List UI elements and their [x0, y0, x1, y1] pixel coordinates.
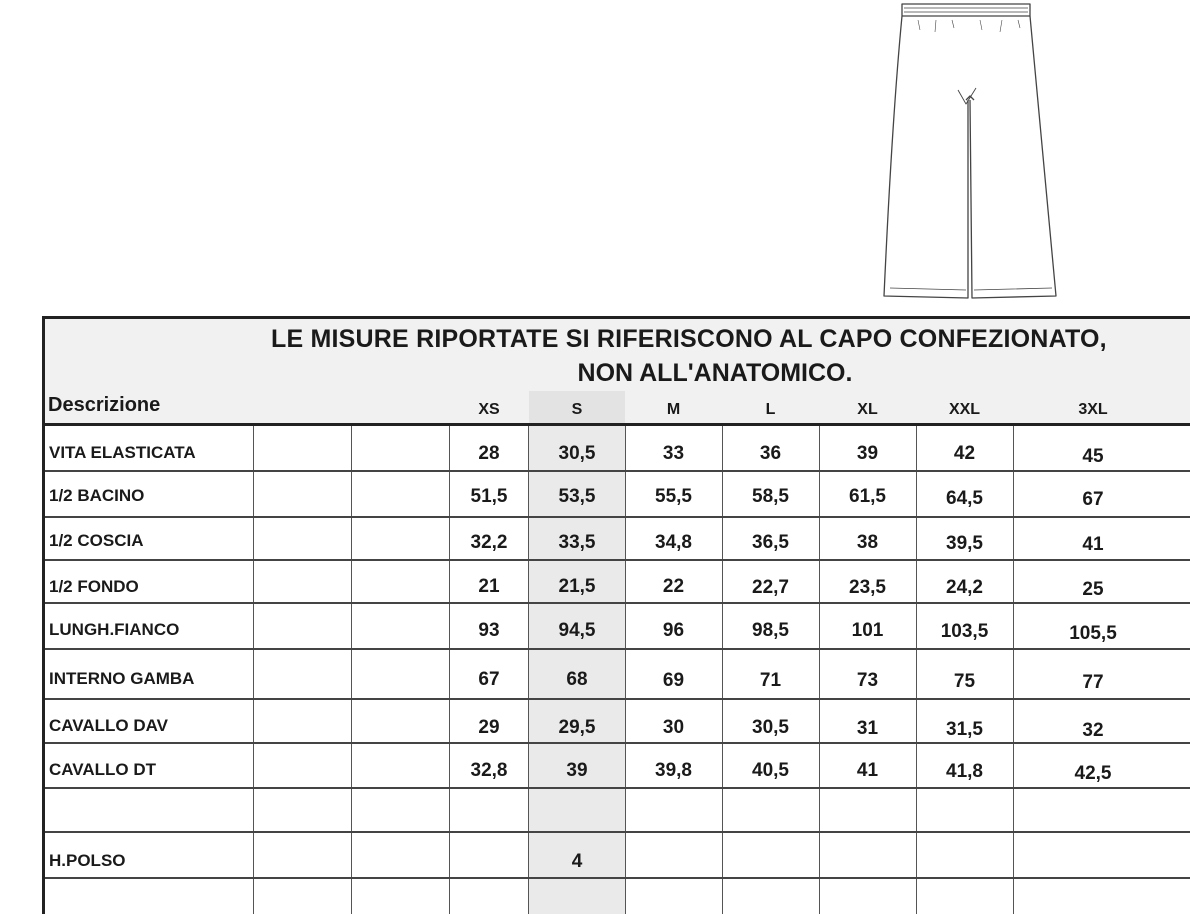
cell-l: 22,7: [752, 577, 789, 598]
measurement-table: [42, 316, 1190, 914]
cell-3xl: 42,5: [1074, 763, 1112, 784]
header-size-xl: XL: [857, 401, 878, 418]
title-line-2: NON ALL'ANATOMICO.: [577, 359, 853, 387]
cell-3xl: 105,5: [1069, 623, 1117, 644]
cell-l: 58,5: [752, 486, 789, 507]
cell-s: 29,5: [558, 717, 596, 738]
title-line-1: LE MISURE RIPORTATE SI RIFERISCONO AL CAPO CONFEZIONATO,: [271, 325, 1107, 353]
header-size-xxl: XXL: [948, 401, 981, 418]
cell-xs: 32,2: [470, 532, 508, 553]
table-row: [45, 700, 1190, 742]
table-row: [45, 561, 1190, 602]
cell-s: 33,5: [558, 532, 596, 553]
table-row: [45, 604, 1190, 648]
table-row: [45, 879, 1190, 914]
cell-s: 94,5: [558, 620, 596, 641]
table-row: [45, 833, 1190, 877]
header-size-m: M: [666, 401, 681, 418]
header-size-s: S: [529, 391, 625, 423]
cell-xl: 41: [856, 760, 879, 781]
cell-xs: 21: [478, 576, 500, 597]
cell-xxl: 31,5: [946, 719, 983, 740]
row-label: 1/2 COSCIA: [49, 531, 144, 550]
cell-xs: 29: [478, 717, 500, 738]
row-label: 1/2 BACINO: [49, 486, 145, 505]
cell-s: 68: [566, 669, 588, 690]
cell-xxl: 75: [953, 671, 976, 692]
table-row: [45, 744, 1190, 787]
row-label: CAVALLO DAV: [49, 716, 168, 735]
cell-xxl: 41,8: [946, 761, 983, 782]
row-label: CAVALLO DT: [49, 760, 157, 779]
row-label: VITA ELASTICATA: [49, 443, 196, 462]
cell-l: 71: [759, 670, 782, 691]
cell-xl: 31: [856, 718, 879, 739]
cell-s: 4: [571, 851, 583, 872]
cell-s: 53,5: [558, 486, 596, 507]
row-label: LUNGH.FIANCO: [49, 620, 180, 639]
row-label: 1/2 FONDO: [49, 577, 139, 596]
cell-3xl: 41: [1082, 534, 1104, 555]
cell-xxl: 103,5: [940, 621, 989, 642]
cell-xl: 38: [856, 532, 879, 553]
cell-3xl: 32: [1082, 720, 1104, 741]
cell-m: 69: [662, 670, 685, 691]
cell-xl: 61,5: [849, 486, 886, 507]
cell-xs: 67: [478, 669, 500, 690]
cell-l: 40,5: [752, 760, 789, 781]
cell-xs: 28: [478, 443, 500, 464]
cell-xs: 51,5: [470, 486, 508, 507]
cell-xxl: 39,5: [946, 533, 983, 554]
cell-xxl: 24,2: [946, 577, 983, 598]
table-row: [45, 650, 1190, 698]
header-size-l: L: [765, 401, 776, 418]
cell-m: 30: [662, 717, 685, 738]
cell-3xl: 77: [1082, 672, 1104, 693]
trousers-sketch: [872, 0, 1068, 306]
cell-m: 39,8: [655, 760, 692, 781]
table-row: [45, 789, 1190, 831]
cell-xl: 101: [851, 620, 884, 641]
cell-xl: 73: [856, 670, 879, 691]
cell-xl: 39: [856, 443, 879, 464]
cell-m: 22: [662, 576, 685, 597]
cell-l: 30,5: [752, 717, 789, 738]
table-row: [45, 426, 1190, 470]
header-row: [45, 391, 1190, 423]
table-row: [45, 472, 1190, 516]
cell-3xl: 25: [1082, 579, 1104, 600]
table-row: [45, 518, 1190, 559]
row-label: INTERNO GAMBA: [49, 669, 195, 688]
cell-3xl: 45: [1082, 446, 1104, 467]
cell-3xl: 67: [1082, 489, 1104, 510]
header-descrizione: Descrizione: [48, 394, 161, 416]
header-size-3xl: 3XL: [1078, 401, 1108, 418]
cell-s: 39: [566, 760, 588, 781]
header-size-xs: XS: [478, 401, 500, 418]
cell-m: 33: [662, 443, 685, 464]
row-label: H.POLSO: [49, 851, 126, 870]
cell-l: 36,5: [752, 532, 789, 553]
cell-m: 55,5: [655, 486, 692, 507]
cell-xs: 93: [478, 620, 500, 641]
cell-l: 36: [759, 443, 782, 464]
cell-s: 30,5: [558, 443, 596, 464]
cell-l: 98,5: [752, 620, 789, 641]
cell-s: 21,5: [558, 576, 596, 597]
cell-m: 96: [662, 620, 685, 641]
cell-m: 34,8: [655, 532, 692, 553]
cell-xs: 32,8: [470, 760, 508, 781]
cell-xxl: 42: [953, 443, 976, 464]
cell-xxl: 64,5: [946, 488, 983, 509]
cell-xl: 23,5: [849, 577, 886, 598]
